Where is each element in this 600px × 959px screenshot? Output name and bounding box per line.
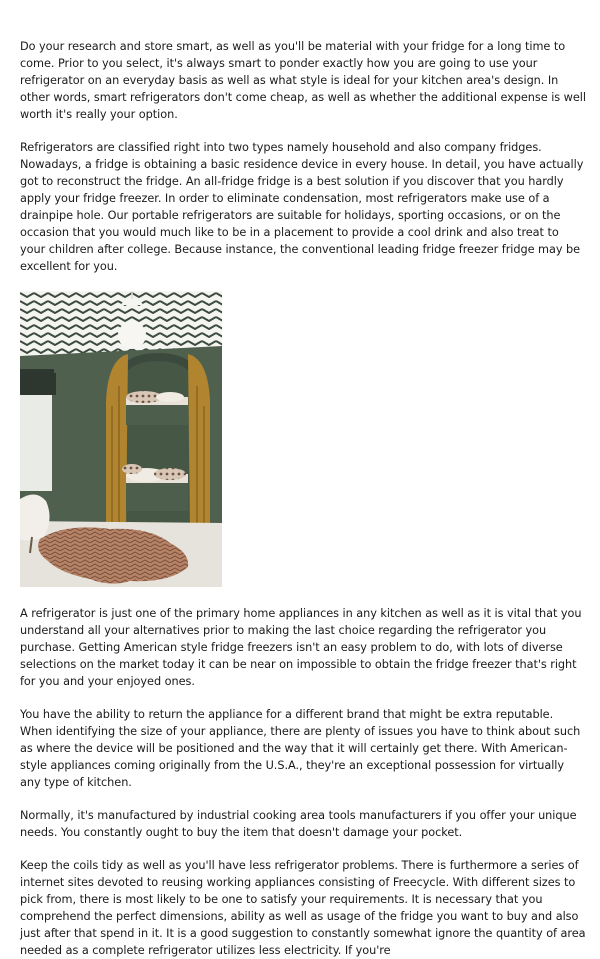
- article-body: [20, 38, 586, 959]
- bedroom-photo: [20, 291, 222, 587]
- bedroom-illustration: [20, 291, 222, 587]
- paragraph-coils: Keep the coils tidy as well as you'll have less refrigerator problems. There is furthermore a series of internet sites devoted to reusing working appliances consisting of Freecycle. With different sizes to pick from, there is most likely to be one to satisfy your requirements. It is necessary that you comprehend the perfect dimensions, ability as well as usage of the fridge you want to buy and also just after that spend in it. It is a good suggestion to constantly somewhat ignore the quantity of area needed as a complete refrigerator utilizes less electricity. If you're: [20, 859, 586, 957]
- paragraph-refrigerator-types: Refrigerators are classified right into two types namely household and also company fridges. Nowadays, a fridge is obtaining a basic residence device in every house. In detail, you have actually got to reconstruct the fridge. An all-fridge fridge is a best solution if you discover that you hardly apply your fridge freezer. In order to eliminate condensation, most refrigerators make use of a drainpipe hole. Our portable refrigerators are suitable for holidays, sporting occasions, or on the occasion that you would much like to be in a placement to provide a cool drink and also treat to your children after college. Because instance, the conventional leading fridge freezer fridge may be excellent for you.: [20, 141, 584, 273]
- paragraph-manufactured: Normally, it's manufactured by industrial cooking area tools manufacturers if you offer your unique needs. You constantly ought to buy the item that doesn't damage your pocket.: [20, 809, 577, 839]
- paragraph-research: Do your research and store smart, as well as you'll be material with your fridge for a long time to come. Prior to you select, it's always smart to ponder exactly how you are going to use your refrigerator on an everyday basis as well as what style is ideal for your kitchen area's design. In other words, smart refrigerators don't come cheap, as well as whether the additional expense is well worth it's really your option.: [20, 40, 586, 121]
- paragraph-kitchen-appliance: A refrigerator is just one of the primary home appliances in any kitchen as well as it is vital that you understand all your alternatives prior to making the last choice regarding the refrigerator you purchase. Getting American style fridge freezers isn't an easy problem to do, with lots of diverse selections on the market today it can be near on impossible to obtain the fridge freezer that's right for you and your enjoyed ones.: [20, 607, 582, 688]
- paragraph-return-appliance: You have the ability to return the appliance for a different brand that might be extra reputable. When identifying the size of your appliance, there are plenty of issues you have to think about such as where the device will be positioned and the way that it will certainly get there. With American-style appliances coming originally from the U.S.A., they're an exceptional possession for virtually any type of kitchen.: [20, 708, 581, 789]
